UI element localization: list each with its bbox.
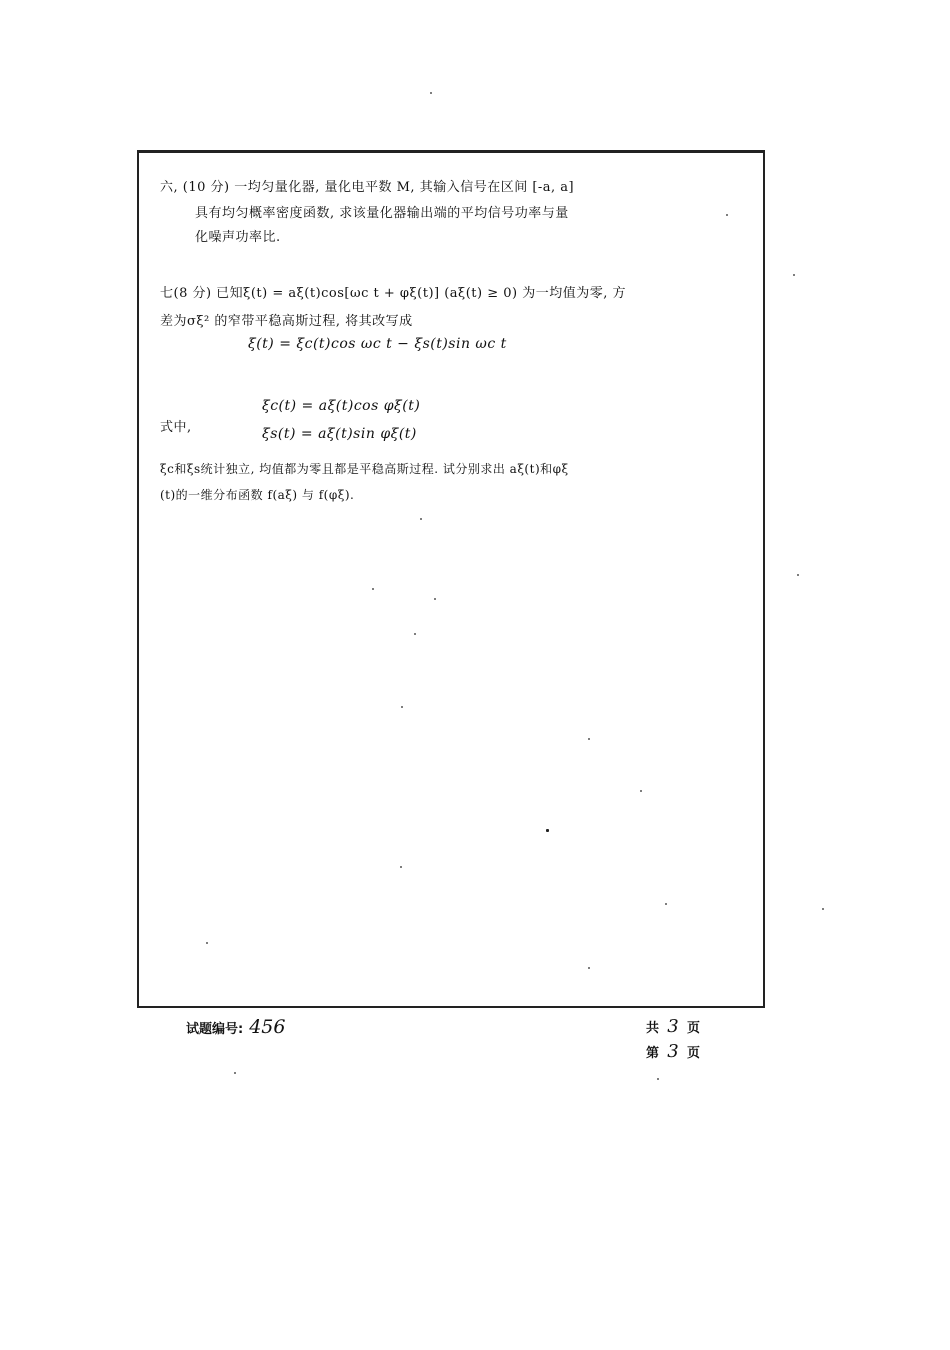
scan-speck (822, 908, 824, 910)
equation-xi-s: ξs(t) = aξ(t)sin φξ(t) (262, 426, 417, 442)
scan-speck (234, 1072, 236, 1074)
problem-7-line-4: (t)的一维分布函数 f(aξ) 与 f(φξ). (160, 488, 355, 502)
problem-6-line-2: 具有均匀概率密度函数, 求该量化器输出端的平均信号功率与量 (195, 206, 569, 221)
scan-speck (726, 214, 728, 216)
total-label: 共 (646, 1021, 660, 1036)
total-pages-value: 3 (667, 1016, 679, 1037)
problem-7-line-3: ξc和ξs统计独立, 均值都为零且都是平稳高斯过程. 试分别求出 aξ(t)和φξ (160, 462, 569, 476)
scan-speck (797, 574, 799, 576)
scan-speck (657, 1078, 659, 1080)
total-unit: 页 (687, 1021, 701, 1036)
total-pages (646, 1016, 700, 1037)
scan-speck (793, 274, 795, 276)
current-unit: 页 (687, 1046, 701, 1061)
current-page-value: 3 (667, 1041, 679, 1062)
scan-speck (665, 903, 667, 905)
exam-code (186, 1016, 285, 1038)
equation-main: ξ(t) = ξc(t)cos ωc t − ξs(t)sin ωc t (248, 336, 507, 352)
scan-speck (414, 633, 416, 635)
exam-code-label: 试题编号: (186, 1022, 244, 1037)
answer-frame (137, 150, 765, 1008)
scan-speck (588, 967, 590, 969)
scan-speck (401, 706, 403, 708)
scan-speck (420, 518, 422, 520)
scan-speck (400, 866, 402, 868)
scan-speck (546, 829, 549, 832)
equation-xi-c: ξc(t) = aξ(t)cos φξ(t) (262, 398, 421, 414)
problem-7-line-2: 差为σξ² 的窄带平稳高斯过程, 将其改写成 (160, 314, 413, 329)
scan-speck (372, 588, 374, 590)
scan-speck (640, 790, 642, 792)
current-page (646, 1041, 700, 1062)
problem-6-line-1: 六, (10 分) 一均匀量化器, 量化电平数 M, 其输入信号在区间 [-a, a] (160, 180, 575, 195)
current-label: 第 (646, 1046, 660, 1061)
scan-speck (430, 92, 432, 94)
scan-speck (588, 738, 590, 740)
where-label: 式中, (160, 420, 192, 435)
problem-6-line-3: 化噪声功率比. (195, 230, 281, 245)
exam-code-value: 456 (249, 1016, 286, 1038)
problem-7-line-1: 七(8 分) 已知ξ(t) = aξ(t)cos[ωc t + φξ(t)] (aξ(t) ≥ 0) 为一均值为零, 方 (160, 286, 626, 301)
scan-speck (206, 942, 208, 944)
scan-speck (434, 598, 436, 600)
